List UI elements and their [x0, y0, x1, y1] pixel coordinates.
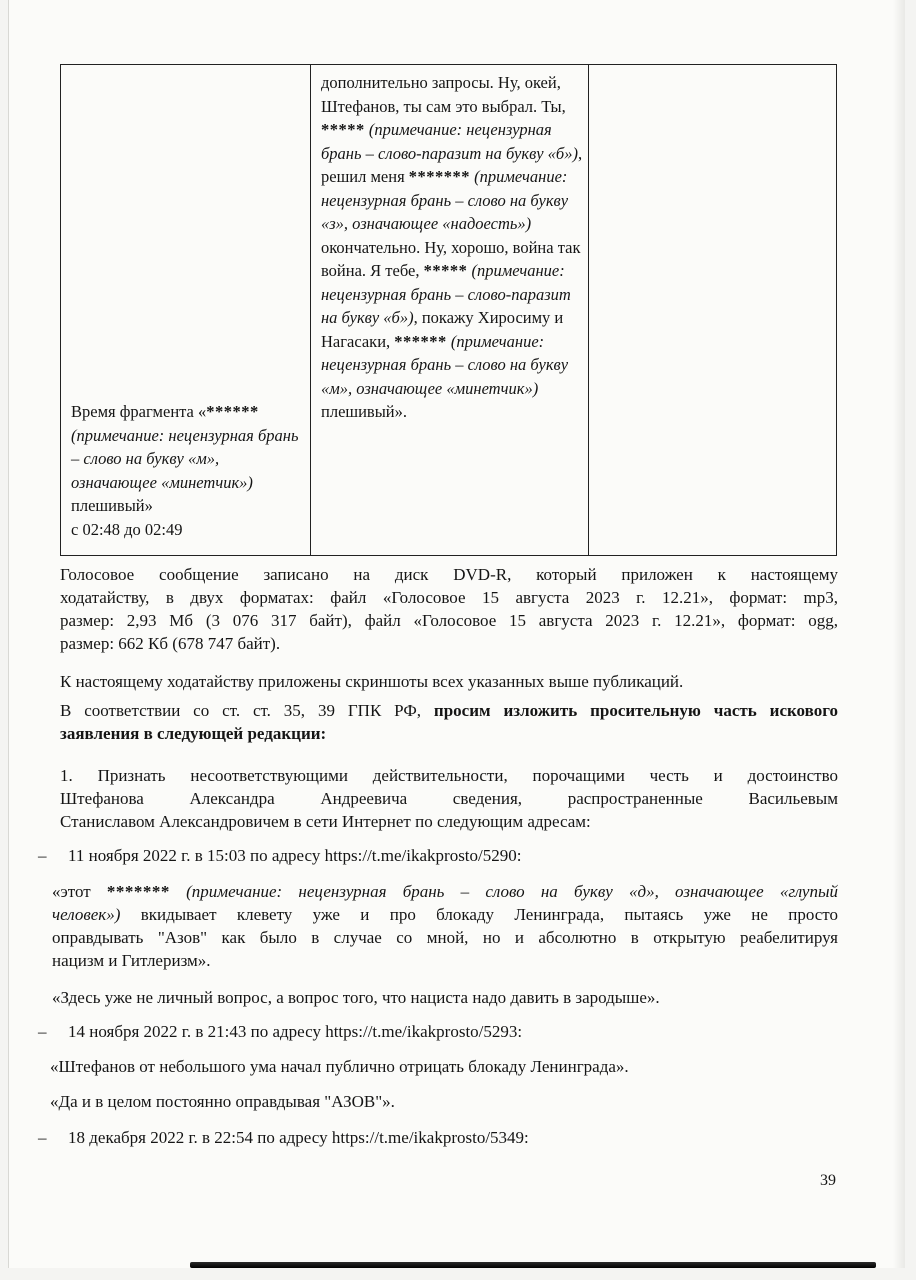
censor-note: (примечание: нецензурная брань – слово на букву «м», означающее «минетчик»): [71, 425, 299, 492]
quote-text: «Здесь уже не личный вопрос, а вопрос того, что нациста надо давить в зародыше».: [52, 988, 660, 1007]
page-number: 39: [820, 1172, 836, 1189]
quote-2: [52, 986, 838, 1009]
fragment-time-label: Время фрагмента «: [71, 402, 207, 421]
transcript-table: [60, 64, 837, 556]
paragraph-line: Голосовое сообщение записано на диск DVD-R, который приложен к настоящему: [60, 565, 838, 584]
paragraph-line: К настоящему ходатайству приложены скриншоты всех указанных выше публикаций.: [60, 672, 684, 691]
date-entry-2: [38, 1020, 816, 1043]
page-edge-shadow: [893, 0, 905, 1268]
screenshots-paragraph: [60, 670, 838, 693]
list-dash: –: [38, 846, 47, 865]
fragment-timecode: с 02:48 до 02:49: [71, 519, 183, 539]
request-bold-text: заявления в следующей редакции:: [60, 724, 327, 743]
request-text: В соответствии со ст. ст. 35, 39 ГПК РФ,: [60, 701, 434, 720]
date-address: 18 декабря 2022 г. в 22:54 по адресу https://t.me/ikakprosto/5349:: [68, 1128, 529, 1147]
quote-4: [50, 1090, 838, 1113]
transcript-segment: , покажу Хиросиму и Нагасаки,: [321, 308, 564, 351]
censored-stars: *******: [106, 882, 170, 901]
censored-stars: *****: [423, 261, 468, 280]
censored-stars: ******: [394, 331, 447, 351]
censored-stars: ******: [206, 402, 259, 421]
quote-text: «Штефанов от небольшого ума начал публично отрицать блокаду Ленинграда».: [50, 1057, 629, 1076]
censor-note: (примечание: нецензурная брань – слово-паразит на букву «б»): [321, 261, 571, 327]
page-bottom-edge: [190, 1262, 876, 1268]
table-cell-empty: [589, 65, 836, 555]
request-paragraph: [60, 699, 838, 745]
quote-1: [52, 880, 838, 972]
transcript-segment: плешивый».: [321, 402, 408, 421]
quote-text: «Да и в целом постоянно оправдывая "АЗОВ"».: [50, 1092, 395, 1111]
request-bold-text: просим изложить просительную часть искового: [433, 701, 838, 720]
censored-stars: *****: [321, 120, 365, 139]
date-entry-3: [38, 1126, 816, 1149]
paragraph-line: 1. Признать несоответствующими действительности, порочащими честь и достоинство: [60, 766, 838, 785]
list-dash: –: [38, 1022, 47, 1041]
paragraph-line: Штефанова Александра Андреевича сведения, распространенные Васильевым: [60, 789, 838, 808]
censor-note: (примечание: нецензурная брань – слово на букву «з», означающее «надоесть»): [321, 167, 569, 233]
date-address: 14 ноября 2022 г. в 21:43 по адресу https://t.me/ikakprosto/5293:: [68, 1022, 523, 1041]
item-1-paragraph: [60, 764, 838, 833]
quote-text: «этот: [52, 882, 107, 901]
quote-text: оправдывать "Азов" как было в случае со мной, но и абсолютно в открытую реабелитируя: [52, 928, 838, 947]
transcript-segment: окончательно. Ну, хорошо, война так война. Я тебе,: [321, 237, 581, 280]
date-address: 11 ноября 2022 г. в 15:03 по адресу https://t.me/ikakprosto/5290:: [68, 846, 522, 865]
paragraph-line: размер: 2,93 Мб (3 076 317 байт), файл «Голосовое 15 августа 2023 г. 12.21», формат: ogg,: [60, 611, 838, 630]
paragraph-line: ходатайству, в двух форматах: файл «Голосовое 15 августа 2023 г. 12.21», формат: mp3,: [60, 588, 838, 607]
list-dash: –: [38, 1128, 47, 1147]
quote-text: нацизм и Гитлеризм».: [52, 951, 211, 970]
transcript-segment: , решил меня: [321, 143, 583, 186]
fragment-word: плешивый»: [71, 496, 153, 515]
censored-stars: *******: [408, 167, 471, 186]
transcript-segment: дополнительно запросы. Ну, окей, Штефанов, ты сам это выбрал. Ты,: [321, 73, 566, 116]
quote-3: [50, 1055, 838, 1078]
paragraph-line: Станиславом Александровичем в сети Интернет по следующим адресам:: [60, 812, 591, 831]
transcript-text: [321, 71, 585, 424]
date-entry-1: [38, 844, 816, 867]
table-cell-fragment-time: [61, 65, 311, 555]
censor-note: человек»): [52, 905, 121, 924]
fragment-time-text: [71, 400, 307, 541]
censor-note: (примечание: нецензурная брань – слово-паразит на букву «б»): [321, 120, 578, 163]
voice-message-paragraph: [60, 563, 838, 655]
quote-text: вкидывает клевету уже и про блокаду Ленинграда, пытаясь уже не просто: [120, 905, 838, 924]
censor-note: (примечание: нецензурная брань – слово на букву «д», означающее «глупый: [169, 882, 838, 901]
censor-note: (примечание: нецензурная брань – слово на букву «м», означающее «минетчик»): [321, 331, 569, 398]
paragraph-line: размер: 662 Кб (678 747 байт).: [60, 634, 281, 653]
table-cell-transcript: [311, 65, 589, 555]
